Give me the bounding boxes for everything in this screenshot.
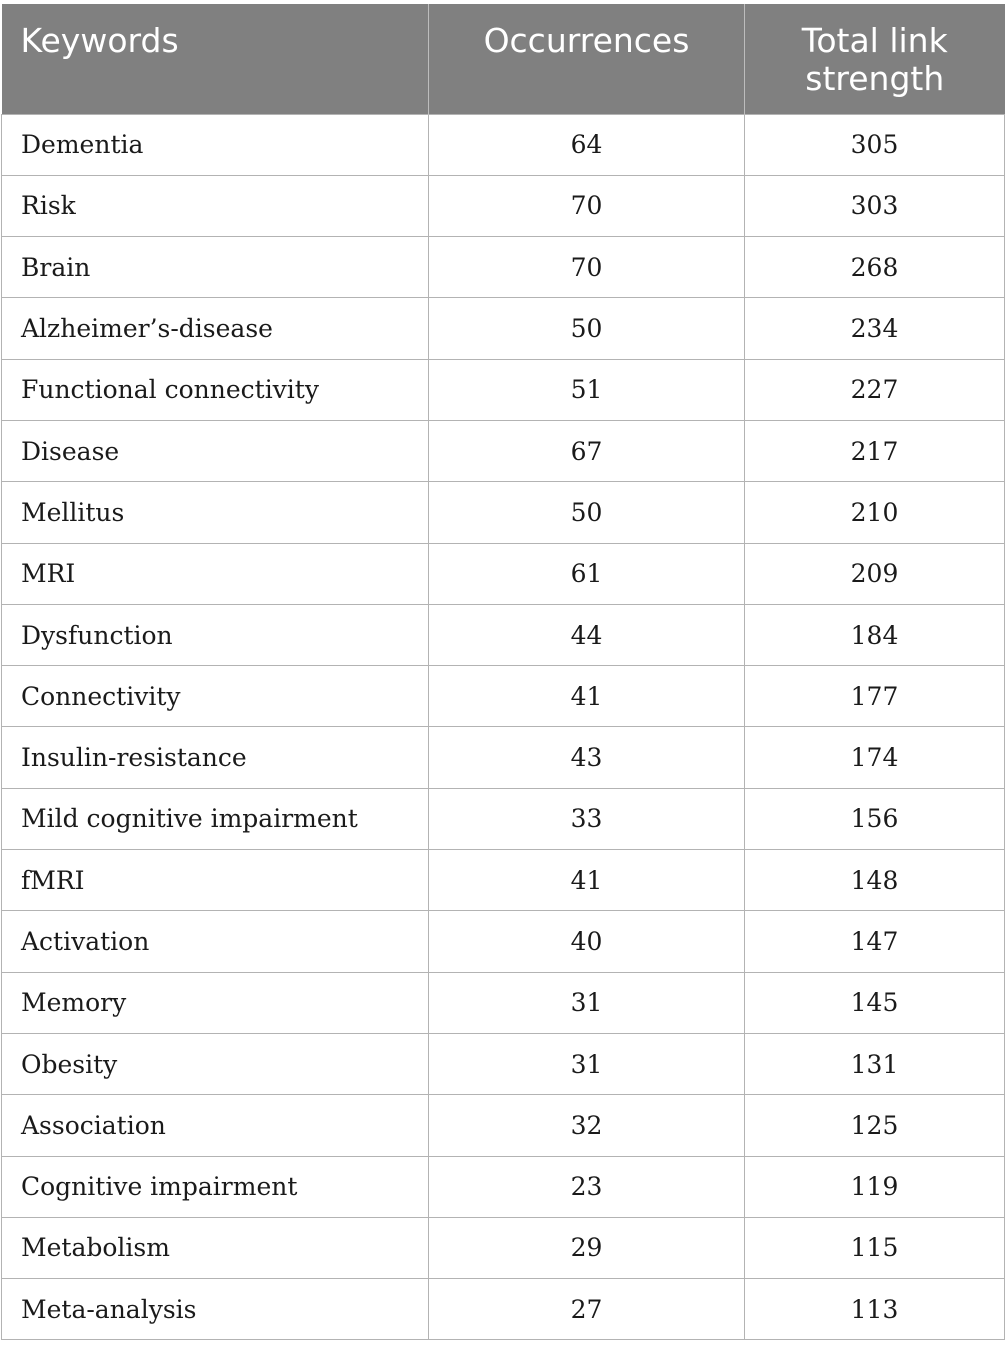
header-strength-line1: Total link <box>801 21 948 60</box>
occurrences-cell: 70 <box>429 175 745 236</box>
table-row <box>2 298 1005 359</box>
strength-cell: 131 <box>745 1033 1005 1094</box>
table-row <box>2 788 1005 849</box>
occurrences-cell: 50 <box>429 482 745 543</box>
table-row <box>2 1156 1005 1217</box>
table-row <box>2 972 1005 1033</box>
table-row <box>2 911 1005 972</box>
strength-cell: 125 <box>745 1095 1005 1156</box>
strength-cell: 184 <box>745 604 1005 665</box>
table-row <box>2 1279 1005 1340</box>
keywords-table <box>1 4 1005 1340</box>
strength-cell: 174 <box>745 727 1005 788</box>
table-row <box>2 727 1005 788</box>
table-row <box>2 114 1005 175</box>
occurrences-cell: 33 <box>429 788 745 849</box>
occurrences-cell: 32 <box>429 1095 745 1156</box>
occurrences-cell: 27 <box>429 1279 745 1340</box>
table-row <box>2 1033 1005 1094</box>
keyword-cell: fMRI <box>2 850 429 911</box>
occurrences-cell: 41 <box>429 666 745 727</box>
occurrences-cell: 31 <box>429 1033 745 1094</box>
strength-cell: 227 <box>745 359 1005 420</box>
keyword-cell: Meta-analysis <box>2 1279 429 1340</box>
keyword-cell: Brain <box>2 237 429 298</box>
keyword-cell: Mild cognitive impairment <box>2 788 429 849</box>
keyword-cell: Insulin-resistance <box>2 727 429 788</box>
occurrences-cell: 61 <box>429 543 745 604</box>
strength-cell: 303 <box>745 175 1005 236</box>
keyword-cell: Metabolism <box>2 1217 429 1278</box>
occurrences-cell: 67 <box>429 420 745 481</box>
strength-cell: 177 <box>745 666 1005 727</box>
header-total-link-strength <box>745 4 1005 114</box>
occurrences-cell: 51 <box>429 359 745 420</box>
keyword-cell: Alzheimer’s-disease <box>2 298 429 359</box>
keyword-cell: Dementia <box>2 114 429 175</box>
keyword-cell: Obesity <box>2 1033 429 1094</box>
strength-cell: 209 <box>745 543 1005 604</box>
table-row <box>2 850 1005 911</box>
occurrences-cell: 23 <box>429 1156 745 1217</box>
header-strength-line2: strength <box>805 59 945 98</box>
table-row <box>2 543 1005 604</box>
header-row <box>2 4 1005 114</box>
table-row <box>2 359 1005 420</box>
table-row <box>2 175 1005 236</box>
occurrences-cell: 31 <box>429 972 745 1033</box>
keyword-cell: MRI <box>2 543 429 604</box>
strength-cell: 119 <box>745 1156 1005 1217</box>
strength-cell: 145 <box>745 972 1005 1033</box>
table-body <box>2 114 1005 1340</box>
strength-cell: 148 <box>745 850 1005 911</box>
occurrences-cell: 40 <box>429 911 745 972</box>
keyword-cell: Cognitive impairment <box>2 1156 429 1217</box>
strength-cell: 305 <box>745 114 1005 175</box>
occurrences-cell: 43 <box>429 727 745 788</box>
keyword-cell: Functional connectivity <box>2 359 429 420</box>
table-row <box>2 420 1005 481</box>
occurrences-cell: 44 <box>429 604 745 665</box>
strength-cell: 217 <box>745 420 1005 481</box>
strength-cell: 268 <box>745 237 1005 298</box>
keyword-cell: Connectivity <box>2 666 429 727</box>
strength-cell: 210 <box>745 482 1005 543</box>
table-row <box>2 482 1005 543</box>
keyword-cell: Disease <box>2 420 429 481</box>
occurrences-cell: 64 <box>429 114 745 175</box>
strength-cell: 147 <box>745 911 1005 972</box>
strength-cell: 156 <box>745 788 1005 849</box>
keyword-cell: Association <box>2 1095 429 1156</box>
keyword-cell: Risk <box>2 175 429 236</box>
table-row <box>2 666 1005 727</box>
keyword-cell: Dysfunction <box>2 604 429 665</box>
occurrences-cell: 70 <box>429 237 745 298</box>
occurrences-cell: 41 <box>429 850 745 911</box>
header-keywords: Keywords <box>2 4 429 114</box>
occurrences-cell: 29 <box>429 1217 745 1278</box>
table-row <box>2 1095 1005 1156</box>
strength-cell: 115 <box>745 1217 1005 1278</box>
table-row <box>2 237 1005 298</box>
table-row <box>2 1217 1005 1278</box>
table-row <box>2 604 1005 665</box>
occurrences-cell: 50 <box>429 298 745 359</box>
strength-cell: 234 <box>745 298 1005 359</box>
strength-cell: 113 <box>745 1279 1005 1340</box>
keyword-cell: Memory <box>2 972 429 1033</box>
keyword-cell: Mellitus <box>2 482 429 543</box>
keyword-cell: Activation <box>2 911 429 972</box>
header-occurrences: Occurrences <box>429 4 745 114</box>
table-header <box>2 4 1005 114</box>
